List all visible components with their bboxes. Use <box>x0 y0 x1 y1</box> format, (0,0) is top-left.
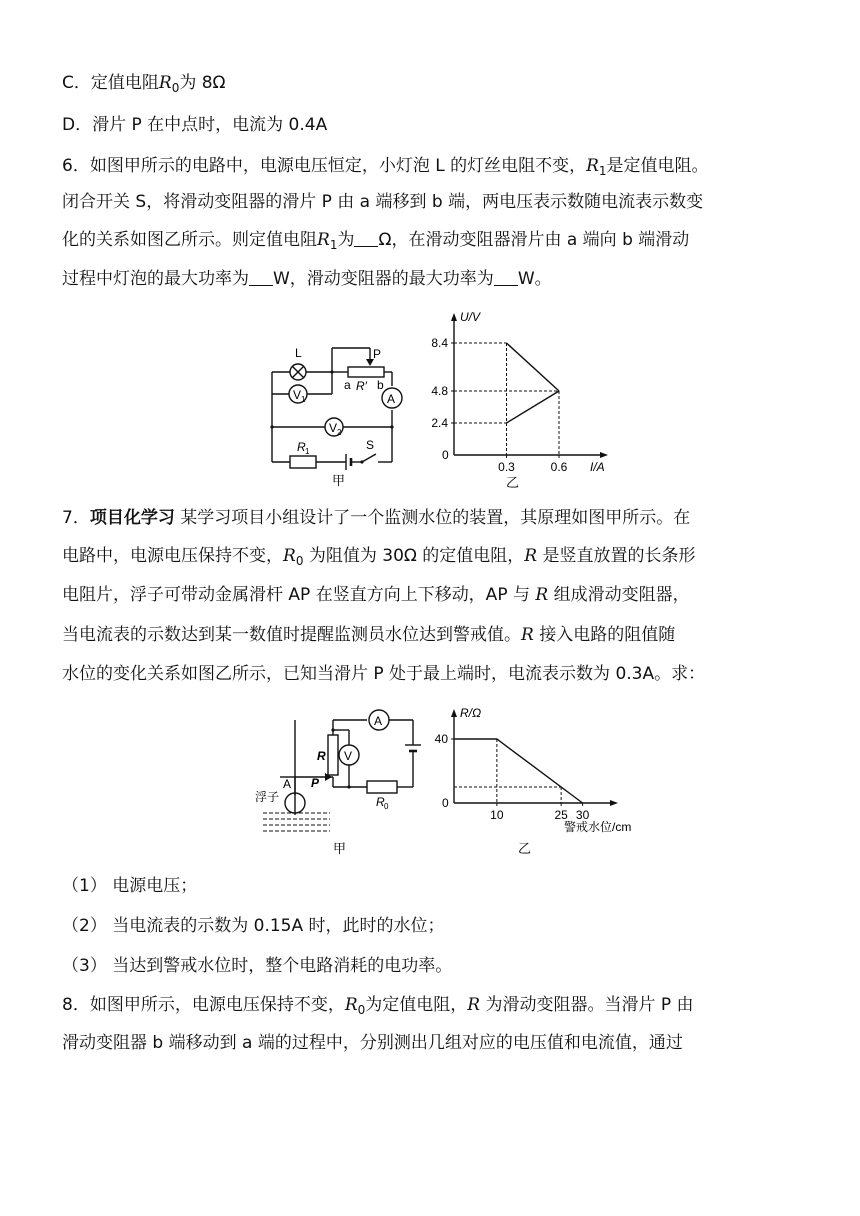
chart-caption: 乙 <box>518 841 532 856</box>
question-7-line-1: 7．项目化学习 某学习项目小组设计了一个监测水位的装置，其原理如图甲所示。在 <box>62 508 691 528</box>
figure-6-chart <box>420 305 605 495</box>
point-p-label: P <box>311 776 320 790</box>
chart-caption: 乙 <box>506 475 520 490</box>
x-tick-label: 10 <box>490 808 504 822</box>
y-tick-label: 40 <box>434 732 448 746</box>
circuit-caption: 甲 <box>333 841 347 856</box>
x-tick-label: 25 <box>554 808 568 822</box>
v2-sub: 2 <box>337 428 342 437</box>
figure-7-circuit <box>255 705 430 860</box>
r0-sub: 0 <box>384 802 389 811</box>
figure-6-circuit <box>262 330 412 490</box>
y-axis-label: U/V <box>460 310 481 324</box>
v1-label: V <box>293 388 302 402</box>
subquestion-3: （3） 当达到警戒水位时，整个电路消耗的电功率。 <box>62 956 453 976</box>
series-line <box>454 739 583 803</box>
voltmeter-label: V <box>344 749 353 763</box>
answer-blank[interactable] <box>249 269 273 286</box>
answer-blank[interactable] <box>354 230 378 247</box>
question-7-line-3: 电阻片，浮子可带动金属滑杆 AP 在竖直方向上下移动，AP 与 R 组成滑动变阻器， <box>62 585 690 605</box>
y-tick-label: 4.8 <box>431 384 448 398</box>
question-6-line-4: 过程中灯泡的最大功率为 W，滑动变阻器的最大功率为 W。 <box>62 269 552 289</box>
y-axis-label: R/Ω <box>460 706 482 720</box>
y-axis-arrow <box>451 313 457 321</box>
question-7-line-5: 水位的变化关系如图乙所示，已知当滑片 P 处于最上端时，电流表示数为 0.3A。求： <box>62 664 706 684</box>
question-8-line-2: 滑动变阻器 b 端移动到 a 端的过程中，分别测出几组对应的电压值和电流值，通过 <box>62 1033 683 1053</box>
origin-label: 0 <box>442 796 449 810</box>
ammeter-label: A <box>387 392 396 406</box>
y-axis-arrow <box>451 709 457 717</box>
terminal-b-label: b <box>377 378 384 392</box>
lamp-label: L <box>295 346 302 360</box>
ammeter-label: A <box>374 714 383 728</box>
question-6-line-1: 6．如图甲所示的电路中，电源电压恒定，小灯泡 L 的灯丝电阻不变，$R_1$是定值电阻。 <box>62 156 709 178</box>
y-tick-label: 8.4 <box>431 336 448 350</box>
x-axis-label: 警戒水位/cm <box>564 820 632 834</box>
x-tick-label: 0.6 <box>550 460 568 474</box>
r1-label: R <box>297 440 306 454</box>
series-line <box>507 391 560 423</box>
origin-label: 0 <box>442 448 449 462</box>
question-6-line-3: 化的关系如图乙所示。则定值电阻$R_1$为 Ω，在滑动变阻器滑片由 a 端向 b 端滑动 <box>62 230 690 252</box>
subquestion-1: （1） 电源电压； <box>62 876 198 896</box>
option-d: D．滑片 P 在中点时，电流为 0.4A <box>62 115 328 135</box>
terminal-a-label: a <box>344 378 351 392</box>
slider-label: P <box>373 347 382 361</box>
switch-label: S <box>366 438 375 452</box>
question-7-line-2: 电路中，电源电压保持不变，$R_0$ 为阻值为 30Ω 的定值电阻，R 是竖直放置的长条形 <box>62 546 696 568</box>
x-axis-label: I/A <box>590 460 605 474</box>
x-tick-label: 30 <box>575 808 590 822</box>
y-tick-label: 2.4 <box>431 416 448 430</box>
x-tick-label: 0.3 <box>498 460 515 474</box>
answer-blank[interactable] <box>494 269 518 286</box>
resistor-r-label: R <box>317 749 326 763</box>
float-label: 浮子 <box>255 790 280 804</box>
subquestion-2: （2） 当电流表的示数为 0.15A 时，此时的水位； <box>62 916 445 936</box>
figure-7-chart <box>420 695 632 860</box>
r1-sub: 1 <box>305 447 310 456</box>
x-axis-arrow <box>600 452 608 458</box>
r0-label: R <box>376 795 385 809</box>
series-line <box>507 343 560 391</box>
point-a-label: A <box>283 777 292 791</box>
v1-sub: 1 <box>301 395 306 404</box>
question-8-line-1: 8．如图甲所示，电源电压保持不变，$R_0$为定值电阻，R 为滑动变阻器。当滑片 P 由 <box>62 995 694 1017</box>
question-7-line-4: 当电流表的示数达到某一数值时提醒监测员水位达到警戒值。R 接入电路的阻值随 <box>62 625 676 645</box>
rheostat-label: R′ <box>356 379 367 393</box>
option-c: C．定值电阻$R_0$为 8Ω <box>62 73 226 95</box>
circuit-caption: 甲 <box>332 473 346 488</box>
v2-label: V <box>329 421 338 435</box>
question-6-line-2: 闭合开关 S，将滑动变阻器的滑片 P 由 a 端移到 b 端，两电压表示数随电流表示数变 <box>62 192 704 212</box>
x-axis-arrow <box>610 800 618 806</box>
